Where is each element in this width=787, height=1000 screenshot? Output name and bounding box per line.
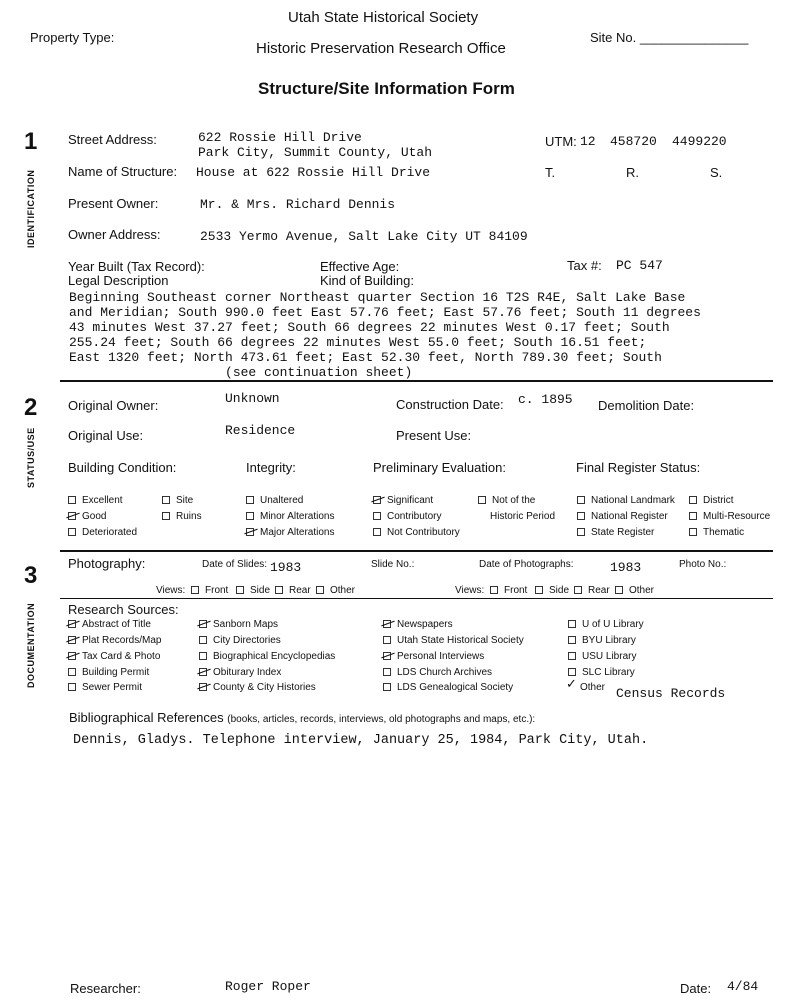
checkbox-label: Multi-Resource: [703, 511, 771, 522]
checkbox-icon: [199, 636, 207, 644]
checkbox-label: Site: [176, 495, 194, 506]
street-address-label: Street Address:: [68, 132, 157, 147]
section-2-number: 2: [24, 394, 38, 421]
checkbox-label: Front: [504, 585, 528, 596]
section-divider: [60, 550, 773, 552]
register-thematic-checkbox[interactable]: [689, 527, 744, 538]
source-uofu-checkbox[interactable]: [568, 619, 644, 630]
photo-no-label: Photo No.:: [679, 559, 727, 570]
integrity-major-checkbox[interactable]: [246, 527, 334, 538]
checkbox-icon: [316, 586, 324, 594]
section-1-number: 1: [24, 128, 38, 155]
checkbox-icon: [199, 652, 207, 660]
tax-number-label: Tax #:: [567, 258, 602, 273]
checkbox-label: Ruins: [176, 511, 202, 522]
legal-description-line: and Meridian; South 990.0 feet East 57.76 feet; East 57.76 feet; South 11 degrees: [69, 305, 701, 320]
checkbox-icon: [246, 496, 254, 504]
checkbox-label: Building Permit: [82, 667, 150, 678]
original-use-value: Residence: [225, 423, 296, 438]
construction-date-value: c. 1895: [518, 392, 573, 407]
photo-view-front-checkbox[interactable]: [490, 585, 527, 596]
source-personal-interviews-checkbox[interactable]: [383, 651, 484, 662]
checked-checkbox-icon: [246, 528, 254, 536]
legal-description-line: Beginning Southeast corner Northeast quarter Section 16 T2S R4E, Salt Lake Base: [69, 290, 686, 305]
biblio-label-text: Bibliographical References: [69, 710, 224, 725]
condition-site-checkbox[interactable]: [162, 495, 193, 506]
checkbox-icon: [383, 668, 391, 676]
slide-views-label: Views:: [156, 585, 186, 596]
source-other-checkbox[interactable]: [568, 682, 605, 693]
section-divider-thin: [60, 598, 773, 599]
checkbox-label: Side: [549, 585, 570, 596]
owner-address-value: 2533 Yermo Avenue, Salt Lake City UT 84109: [200, 229, 528, 244]
integrity-minor-checkbox[interactable]: [246, 511, 334, 522]
checked-checkbox-icon: [373, 496, 381, 504]
bibliographical-references-value: Dennis, Gladys. Telephone interview, January 25, 1984, Park City, Utah.: [73, 733, 649, 748]
checkbox-icon: [577, 512, 585, 520]
condition-good-checkbox[interactable]: [68, 511, 106, 522]
utm-easting: 458720: [610, 134, 657, 149]
register-district-checkbox[interactable]: [689, 495, 734, 506]
checkbox-label: Deteriorated: [82, 527, 138, 538]
legal-description-line: 255.24 feet; South 66 degrees 22 minutes West 55.0 feet; South 16.51 feet;: [69, 335, 647, 350]
register-national-landmark-checkbox[interactable]: [577, 495, 675, 506]
slide-view-front-checkbox[interactable]: [191, 585, 228, 596]
legal-description-line: 43 minutes West 37.27 feet; South 66 degrees 22 minutes West 0.17 feet; South: [69, 320, 670, 335]
checkbox-label: District: [703, 495, 734, 506]
demolition-date-label: Demolition Date:: [598, 398, 695, 413]
checkbox-icon: [236, 586, 244, 594]
name-of-structure-value: House at 622 Rossie Hill Drive: [196, 165, 431, 180]
checkbox-label: Sanborn Maps: [213, 619, 279, 630]
checkbox-label: USU Library: [582, 651, 637, 662]
date-of-photographs-value: 1983: [610, 560, 642, 575]
checkbox-label: BYU Library: [582, 635, 636, 646]
condition-excellent-checkbox[interactable]: [68, 495, 123, 506]
checkbox-label: Tax Card & Photo: [82, 651, 161, 662]
street-address-line1: 622 Rossie Hill Drive: [198, 130, 362, 145]
checkbox-icon: [615, 586, 623, 594]
integrity-label: Integrity:: [246, 460, 296, 475]
photo-views-label: Views:: [455, 585, 485, 596]
checkbox-icon: [490, 586, 498, 594]
township-label: T.: [545, 165, 556, 180]
checkbox-label: Excellent: [82, 495, 123, 506]
legal-description-label: Legal Description: [68, 273, 169, 288]
researcher-label: Researcher:: [70, 981, 141, 996]
source-abstract-checkbox[interactable]: [68, 619, 151, 630]
source-usu-checkbox[interactable]: [568, 651, 636, 662]
org-name: Utah State Historical Society: [288, 9, 479, 26]
checkbox-label: LDS Genealogical Society: [397, 682, 514, 693]
section-1-side-label: IDENTIFICATION: [26, 169, 36, 248]
checkbox-label: State Register: [591, 527, 655, 538]
checkbox-label: Front: [205, 585, 229, 596]
biblio-hint: (books, articles, records, interviews, old photographs and maps, etc.):: [227, 714, 536, 725]
utm-label: UTM:: [545, 134, 577, 149]
range-label: R.: [626, 165, 639, 180]
integrity-unaltered-checkbox[interactable]: [246, 495, 303, 506]
checkbox-label: Other: [629, 585, 655, 596]
checked-checkbox-icon: [383, 652, 391, 660]
section-3-number: 3: [24, 562, 38, 589]
checkbox-label: Contributory: [387, 511, 442, 522]
effective-age-label: Effective Age:: [320, 259, 400, 274]
checked-checkbox-icon: [383, 620, 391, 628]
source-newspapers-checkbox[interactable]: [383, 619, 453, 630]
checkbox-label: Abstract of Title: [82, 619, 151, 630]
source-lds-genealogical-checkbox[interactable]: [383, 682, 513, 693]
researcher-value: Roger Roper: [225, 979, 311, 994]
checked-checkbox-icon: [199, 683, 207, 691]
checkbox-icon: [689, 528, 697, 536]
register-multi-resource-checkbox[interactable]: [689, 511, 770, 522]
check-mark-icon: [568, 684, 575, 691]
utm-zone: 12: [580, 134, 596, 149]
checkbox-icon: [191, 586, 199, 594]
property-type-label: Property Type:: [30, 30, 115, 45]
section-3-side-label: DOCUMENTATION: [26, 602, 36, 688]
checkbox-icon: [568, 636, 576, 644]
checkbox-label: National Register: [591, 511, 668, 522]
source-building-permit-checkbox[interactable]: [68, 667, 149, 678]
checkbox-label: Not Contributory: [387, 527, 460, 538]
section-label: S.: [710, 165, 723, 180]
checkbox-icon: [246, 512, 254, 520]
checkbox-label: Rear: [588, 585, 610, 596]
checkbox-icon: [568, 620, 576, 628]
checkbox-label: SLC Library: [582, 667, 635, 678]
present-use-label: Present Use:: [396, 428, 472, 443]
register-state-register-checkbox[interactable]: [577, 527, 654, 538]
utm-northing: 4499220: [672, 134, 727, 149]
checkbox-icon: [373, 512, 381, 520]
date-of-slides-label: Date of Slides:: [202, 559, 268, 570]
checkbox-label: Utah State Historical Society: [397, 635, 524, 646]
legal-description-line: East 1320 feet; North 473.61 feet; East 52.30 feet, North 789.30 feet; South: [69, 350, 662, 365]
checkbox-label: Newspapers: [397, 619, 453, 630]
source-byu-checkbox[interactable]: [568, 635, 636, 646]
source-lds-church-checkbox[interactable]: [383, 667, 492, 678]
section-2-side-label: STATUS/USE: [26, 427, 36, 488]
research-sources-label: Research Sources:: [68, 602, 179, 617]
checkbox-icon: [568, 652, 576, 660]
checkbox-icon: [373, 528, 381, 536]
kind-of-building-label: Kind of Building:: [320, 273, 414, 288]
slide-view-other-checkbox[interactable]: [316, 585, 355, 596]
source-county-histories-checkbox[interactable]: [199, 682, 316, 693]
checkbox-label: Obiturary Index: [213, 667, 282, 678]
present-owner-value: Mr. & Mrs. Richard Dennis: [200, 197, 396, 212]
photo-view-side-checkbox[interactable]: [535, 585, 569, 596]
date-label: Date:: [680, 981, 712, 996]
register-national-register-checkbox[interactable]: [577, 511, 668, 522]
checkbox-icon: [478, 496, 486, 504]
eval-not-of-period-checkbox[interactable]: [478, 495, 535, 506]
checkbox-label: Biographical Encyclopedias: [213, 651, 336, 662]
source-city-directories-checkbox[interactable]: [199, 635, 281, 646]
checkbox-icon: [574, 586, 582, 594]
checkbox-label: U of U Library: [582, 619, 644, 630]
checkbox-icon: [383, 683, 391, 691]
checked-checkbox-icon: [199, 620, 207, 628]
checkbox-label: Major Alterations: [260, 527, 335, 538]
checkbox-icon: [577, 528, 585, 536]
source-obituary-checkbox[interactable]: [199, 667, 281, 678]
checkbox-icon: [689, 512, 697, 520]
checkbox-icon: [68, 496, 76, 504]
eval-historic-period-label: Historic Period: [490, 511, 556, 522]
present-owner-label: Present Owner:: [68, 196, 159, 211]
checkbox-label: City Directories: [213, 635, 281, 646]
checkbox-label: Plat Records/Map: [82, 635, 162, 646]
checkbox-icon: [162, 512, 170, 520]
source-other-value: Census Records: [616, 686, 726, 701]
checkbox-label: Other: [330, 585, 356, 596]
checked-checkbox-icon: [68, 512, 76, 520]
source-plat-checkbox[interactable]: [68, 635, 161, 646]
original-use-label: Original Use:: [68, 428, 144, 443]
legal-description-line: (see continuation sheet): [69, 365, 413, 380]
checkbox-icon: [568, 668, 576, 676]
checkbox-label: Good: [82, 511, 107, 522]
checkbox-label: LDS Church Archives: [397, 667, 493, 678]
eval-contributory-checkbox[interactable]: [373, 511, 441, 522]
checkbox-label: Other: [580, 682, 606, 693]
checkbox-label: Side: [250, 585, 271, 596]
original-owner-label: Original Owner:: [68, 398, 159, 413]
date-of-slides-value: 1983: [270, 560, 302, 575]
year-built-label: Year Built (Tax Record):: [68, 259, 205, 274]
source-ushs-checkbox[interactable]: [383, 635, 524, 646]
checkbox-label: Sewer Permit: [82, 682, 143, 693]
photo-view-rear-checkbox[interactable]: [574, 585, 610, 596]
checkbox-icon: [68, 668, 76, 676]
checkbox-icon: [577, 496, 585, 504]
photo-view-other-checkbox[interactable]: [615, 585, 654, 596]
checkbox-label: Personal Interviews: [397, 651, 485, 662]
slide-no-label: Slide No.:: [371, 559, 415, 570]
tax-number-value: PC 547: [616, 258, 663, 273]
source-sanborn-checkbox[interactable]: [199, 619, 278, 630]
bibliographical-references-label: [69, 710, 535, 725]
checkbox-icon: [68, 528, 76, 536]
photography-label: Photography:: [68, 556, 146, 571]
source-tax-card-checkbox[interactable]: [68, 651, 160, 662]
checkbox-icon: [162, 496, 170, 504]
checkbox-label: Unaltered: [260, 495, 304, 506]
date-value: 4/84: [727, 979, 759, 994]
checkbox-label: Minor Alterations: [260, 511, 335, 522]
owner-address-label: Owner Address:: [68, 227, 161, 242]
checked-checkbox-icon: [68, 652, 76, 660]
slide-view-side-checkbox[interactable]: [236, 585, 270, 596]
checked-checkbox-icon: [199, 668, 207, 676]
checked-checkbox-icon: [68, 636, 76, 644]
original-owner-value: Unknown: [225, 391, 280, 406]
section-divider: [60, 380, 773, 382]
checkbox-label: Thematic: [703, 527, 745, 538]
building-condition-label: Building Condition:: [68, 460, 177, 475]
source-sewer-permit-checkbox[interactable]: [68, 682, 142, 693]
office-name: Historic Preservation Research Office: [256, 40, 506, 57]
preliminary-evaluation-label: Preliminary Evaluation:: [373, 460, 506, 475]
checkbox-icon: [68, 683, 76, 691]
eval-not-contributory-checkbox[interactable]: [373, 527, 460, 538]
checkbox-label: County & City Histories: [213, 682, 316, 693]
street-address-line2: Park City, Summit County, Utah: [198, 145, 433, 160]
checkbox-label: Not of the: [492, 495, 536, 506]
checked-checkbox-icon: [68, 620, 76, 628]
checkbox-icon: [689, 496, 697, 504]
form-title: Structure/Site Information Form: [258, 79, 515, 98]
name-of-structure-label: Name of Structure:: [68, 164, 178, 179]
slide-view-rear-checkbox[interactable]: [275, 585, 311, 596]
final-register-status-label: Final Register Status:: [576, 460, 701, 475]
eval-significant-checkbox[interactable]: [373, 495, 433, 506]
condition-ruins-checkbox[interactable]: [162, 511, 202, 522]
site-no-label: Site No. _______________: [590, 30, 749, 45]
checkbox-label: National Landmark: [591, 495, 675, 506]
checkbox-label: Rear: [289, 585, 311, 596]
source-biographical-checkbox[interactable]: [199, 651, 335, 662]
source-slc-checkbox[interactable]: [568, 667, 635, 678]
condition-deteriorated-checkbox[interactable]: [68, 527, 137, 538]
checkbox-icon: [383, 636, 391, 644]
checkbox-icon: [535, 586, 543, 594]
construction-date-label: Construction Date:: [396, 397, 504, 412]
checkbox-icon: [275, 586, 283, 594]
date-of-photographs-label: Date of Photographs:: [479, 559, 574, 570]
checkbox-label: Significant: [387, 495, 434, 506]
